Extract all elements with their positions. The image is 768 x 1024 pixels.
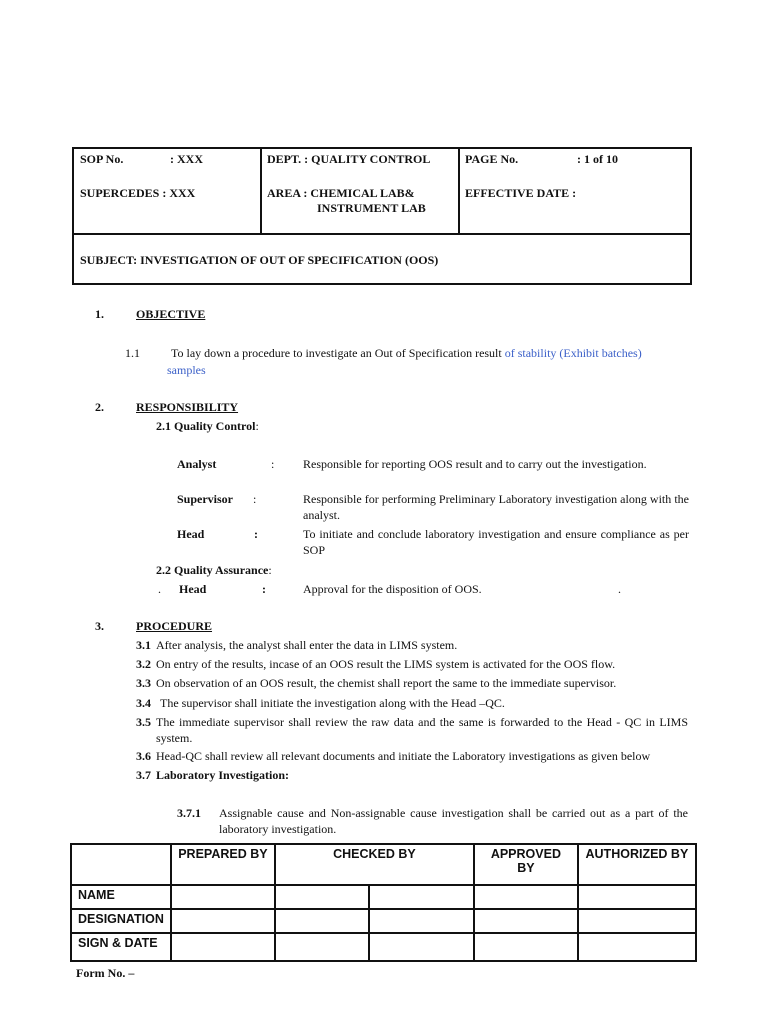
sign-cell	[369, 933, 474, 961]
sop-no-label: SOP No.	[80, 152, 124, 166]
sub-step-number: 3.7.1	[177, 806, 201, 820]
role-name: Head	[179, 582, 207, 596]
name-cell	[578, 885, 696, 909]
sign-cell	[474, 933, 578, 961]
step-number: 3.3	[136, 676, 151, 690]
name-cell	[275, 885, 369, 909]
step-text: After analysis, the analyst shall enter the data in LIMS system.	[156, 638, 458, 652]
designation-cell	[171, 909, 275, 933]
name-cell	[474, 885, 578, 909]
subject-line: SUBJECT: INVESTIGATION OF OUT OF SPECIFICATION (OOS)	[80, 253, 439, 267]
form-number: Form No. –	[76, 966, 135, 980]
designation-cell	[578, 909, 696, 933]
col-header-prepared: PREPARED BY	[171, 844, 275, 885]
name-cell	[171, 885, 275, 909]
supercedes-label: SUPERCEDES : XXX	[80, 186, 196, 200]
role-colon: :	[253, 492, 257, 506]
step-text: On observation of an OOS result, the chemist shall report the same to the immediate supervisor.	[156, 676, 617, 690]
col-header-checked: CHECKED BY	[275, 844, 474, 885]
section-number: 3.	[95, 619, 104, 633]
objective-text	[171, 345, 642, 361]
section-number: 1.	[95, 307, 104, 321]
role-name: Head	[177, 527, 205, 541]
document-header-box	[72, 147, 692, 285]
col-header-approved: APPROVED BY	[474, 844, 578, 885]
col-header-authorized: AUTHORIZED BY	[578, 844, 696, 885]
sign-cell	[578, 933, 696, 961]
step-text: The immediate supervisor shall review the raw data and the same is forwarded to the Head - QC in LIMS system.	[156, 715, 688, 745]
step-text: Laboratory Investigation:	[156, 768, 289, 782]
role-description: Responsible for reporting OOS result and to carry out the investigation.	[303, 457, 647, 471]
sub-step-text: Assignable cause and Non-assignable cause investigation shall be carried out as a part of the laboratory investigation.	[219, 806, 688, 836]
section-title-procedure: PROCEDURE	[136, 619, 213, 633]
role-description: Approval for the disposition of OOS.	[303, 582, 482, 596]
qa-subheading-text: 2.2 Quality Assurance	[156, 563, 269, 577]
step-number: 3.7	[136, 768, 151, 782]
header-divider	[74, 233, 690, 235]
section-title-responsibility: RESPONSIBILITY	[136, 400, 239, 414]
step-text: On entry of the results, incase of an OOS result the LIMS system is activated for the OOS flow.	[156, 657, 616, 671]
step-text: Head-QC shall review all relevant documents and initiate the Laboratory investigations as given below	[156, 749, 651, 763]
row-header-name: NAME	[71, 885, 171, 909]
role-name: Supervisor	[177, 492, 234, 506]
effective-date-label: EFFECTIVE DATE :	[465, 186, 577, 200]
role-description: To initiate and conclude laboratory investigation and ensure compliance as per SOP	[303, 527, 689, 557]
section-title-objective: OBJECTIVE	[136, 307, 206, 321]
name-cell	[369, 885, 474, 909]
section-number: 2.	[95, 400, 104, 414]
objective-text-main: To lay down a procedure to investigate an Out of Specification result	[171, 346, 502, 360]
role-colon: :	[262, 582, 266, 596]
designation-cell	[474, 909, 578, 933]
sign-cell	[275, 933, 369, 961]
qa-subheading-colon: :	[268, 563, 272, 577]
area-label: AREA : CHEMICAL LAB&	[267, 186, 415, 200]
header-divider	[458, 149, 460, 233]
table-corner-cell	[71, 844, 171, 885]
area-label-line2: INSTRUMENT LAB	[317, 201, 426, 215]
qa-subheading	[156, 563, 272, 577]
row-header-sign-date: SIGN & DATE	[71, 933, 171, 961]
qc-subheading	[156, 419, 259, 433]
step-number: 3.1	[136, 638, 151, 652]
role-colon: :	[254, 527, 258, 541]
page-no-label: PAGE No.	[465, 152, 519, 166]
approval-table	[70, 843, 697, 962]
role-colon: :	[271, 457, 275, 471]
page-no-value: : 1 of 10	[577, 152, 618, 166]
sign-cell	[171, 933, 275, 961]
sop-no-value: : XXX	[170, 152, 203, 166]
qc-subheading-text: 2.1 Quality Control	[156, 419, 256, 433]
qa-dot: .	[158, 582, 161, 596]
role-description: Responsible for performing Preliminary Laboratory investigation along with the analyst.	[303, 492, 689, 522]
designation-cell	[369, 909, 474, 933]
step-number: 3.4	[136, 696, 151, 710]
objective-text-highlight: of stability (Exhibit batches)	[504, 346, 642, 360]
role-name: Analyst	[177, 457, 217, 471]
qa-trailing-dot: .	[618, 582, 621, 596]
designation-cell	[275, 909, 369, 933]
dept-label: DEPT. : QUALITY CONTROL	[267, 152, 431, 166]
objective-text-highlight-line2: samples	[167, 363, 206, 377]
step-text: The supervisor shall initiate the investigation along with the Head –QC.	[160, 696, 505, 710]
step-number: 3.6	[136, 749, 151, 763]
row-header-designation: DESIGNATION	[71, 909, 171, 933]
header-divider	[260, 149, 262, 233]
item-number: 1.1	[125, 346, 140, 360]
step-number: 3.5	[136, 715, 151, 729]
step-number: 3.2	[136, 657, 151, 671]
qc-subheading-colon: :	[255, 419, 259, 433]
